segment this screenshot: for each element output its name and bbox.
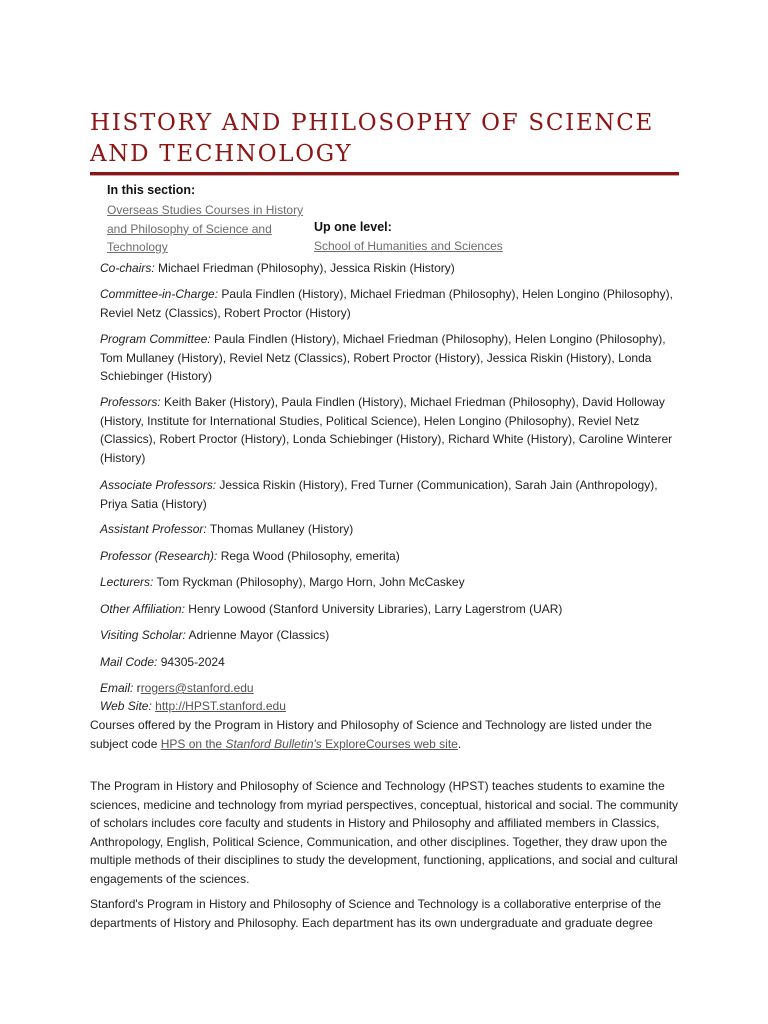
field-professors (100, 393, 678, 467)
field-value: Tom Ryckman (Philosophy), Margo Horn, John McCaskey (153, 575, 465, 589)
overseas-studies-link[interactable]: Overseas Studies Courses in History and Philosophy of Science and Technology (107, 203, 304, 254)
field-label: Web Site: (100, 699, 152, 713)
field-label: Visiting Scholar: (100, 628, 186, 642)
field-label: Committee-in-Charge: (100, 287, 219, 301)
field-value: Adrienne Mayor (Classics) (185, 628, 330, 642)
courses-text: Courses offered by the Program in History and Philosophy of Science and Technology are listed under the subject code (90, 718, 652, 751)
field-label: Program Committee: (100, 332, 211, 346)
field-associate-professors (100, 476, 678, 513)
field-value: Paula Findlen (History), Michael Friedman (Philosophy), Helen Longino (Philosophy), Tom Mullaney (History), Reviel Netz (Classics), Robert Proctor (History), Jessica Riskin (History), Londa Schiebinger (History) (100, 332, 666, 384)
field-co-chairs (100, 259, 678, 278)
collaboration-paragraph: Stanford's Program in History and Philosophy of Science and Technology is a collaborative enterprise of the departments of History and Philosophy. Each department has its own undergraduate and graduate degree (90, 897, 662, 930)
field-website (100, 697, 678, 716)
field-visiting-scholar (100, 626, 678, 645)
school-of-humanities-link[interactable]: School of Humanities and Sciences (314, 239, 503, 253)
field-label: Email: (100, 681, 134, 695)
field-committee-in-charge (100, 285, 678, 322)
in-section-heading: In this section: (107, 183, 196, 197)
field-value: Rega Wood (Philosophy, emerita) (217, 549, 400, 563)
field-mail-code (100, 653, 678, 672)
field-value: Henry Lowood (Stanford University Libraries), Larry Lagerstrom (UAR) (184, 602, 563, 616)
courses-text-end: . (457, 736, 462, 751)
field-professor-research (100, 547, 678, 566)
explorecourses-link-part1: HPS on the (160, 736, 226, 751)
up-one-level-heading: Up one level: (314, 220, 392, 234)
title-divider (90, 172, 679, 176)
intro-paragraph: The Program in History and Philosophy of Science and Technology (HPST) teaches students to examine the sciences, medicine and technology from myriad perspectives, conceptual, historical and social. The community of scholars includes core faculty and students in History and Philosophy and affiliated members in Classics, Anthropology, English, Political Science, Communication, and other disciplines. Together, they draw upon the multiple methods of their disciplines to study the development, functioning, applications, and social and cultural engagements of the sciences. (90, 779, 679, 886)
field-lecturers (100, 573, 678, 592)
field-label: Professor (Research): (100, 549, 218, 563)
email-prefix: r (133, 681, 141, 695)
field-label: Assistant Professor: (100, 522, 207, 536)
field-email (100, 679, 678, 698)
courses-paragraph (90, 716, 682, 753)
field-value: Jessica Riskin (History), Fred Turner (Communication), Sarah Jain (Anthropology), Priya Satia (History) (100, 478, 658, 511)
field-assistant-professor (100, 520, 678, 539)
field-label: Lecturers: (100, 575, 154, 589)
field-label: Professors: (100, 395, 161, 409)
field-label: Other Affiliation: (100, 602, 185, 616)
field-program-committee (100, 330, 678, 386)
field-label: Mail Code: (100, 655, 158, 669)
field-label: Associate Professors: (100, 478, 217, 492)
field-label: Co-chairs: (100, 261, 155, 275)
website-link[interactable]: http://HPST.stanford.edu (155, 699, 286, 713)
email-link[interactable]: rogers@stanford.edu (140, 681, 254, 695)
field-value: Thomas Mullaney (History) (206, 522, 354, 536)
field-value: Paula Findlen (History), Michael Friedman (Philosophy), Helen Longino (Philosophy), Reviel Netz (Classics), Robert Proctor (History) (100, 287, 673, 320)
explorecourses-link-part2: ExploreCourses web site (321, 736, 458, 751)
field-value: Michael Friedman (Philosophy), Jessica Riskin (History) (154, 261, 455, 275)
page-title: HISTORY AND PHILOSOPHY OF SCIENCE AND TECHNOLOGY (90, 110, 655, 167)
field-other-affiliation (100, 600, 678, 619)
field-value: Keith Baker (History), Paula Findlen (History), Michael Friedman (Philosophy), David Holloway (History, Institute for International Studies, Political Science), Helen Longino (Philosophy), Reviel Netz (Classics), Robert Proctor (History), Londa Schiebinger (History), Richard White (History), Caroline Winterer (History) (100, 395, 673, 465)
explorecourses-link[interactable] (161, 737, 458, 751)
stanford-bulletin-title: Stanford Bulletin's (225, 736, 322, 751)
field-value: 94305-2024 (157, 655, 225, 669)
